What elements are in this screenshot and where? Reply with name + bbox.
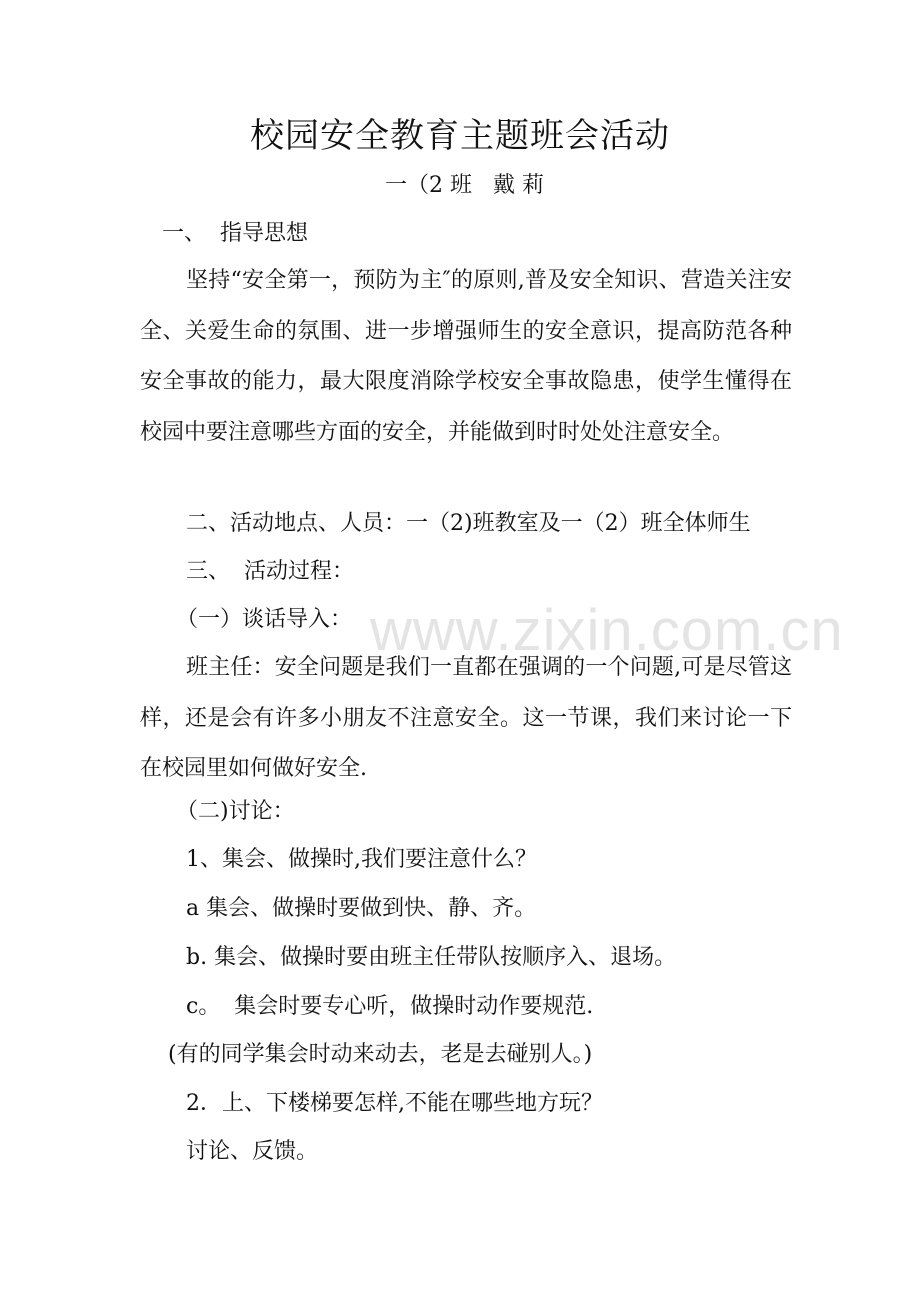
subsection-heading-discussion: （二)讨论： — [176, 799, 295, 824]
discussion-note: (有的同学集会时动来动去，老是去碰别人。) — [168, 1042, 593, 1067]
discussion-answer-b: b. 集会、做操时要由班主任带队按顺序入、退场。 — [186, 945, 677, 970]
document-title: 校园安全教育主题班会活动 — [250, 116, 670, 156]
introduction-paragraph: 班主任：安全问题是我们一直都在强调的一个问题,可是尽管这样，还是会有许多小朋友不注意安全。这一节课，我们来讨论一下在校园里如何做好安全. — [140, 655, 792, 781]
discussion-question-1: 1、集会、做操时,我们要注意什么？ — [186, 847, 537, 872]
discussion-answer-a: a 集会、做操时要做到快、静、齐。 — [186, 896, 537, 921]
discussion-question-2: 2．上、下楼梯要怎样,不能在哪些地方玩？ — [186, 1091, 603, 1116]
class-author-line: 一（2 班 戴 莉 — [385, 173, 544, 198]
section-location-participants: 二、活动地点、人员：一（2)班教室及一（2）班全体师生 — [186, 511, 751, 536]
discussion-answer-c: c。 集会时要专心听，做操时动作要规范. — [186, 994, 594, 1019]
section-heading-activity-process: 三、 活动过程： — [186, 559, 354, 584]
subsection-heading-introduction: （一）谈话导入： — [176, 607, 353, 632]
site-watermark: www.zixin.com.cn — [370, 598, 844, 663]
guiding-ideology-paragraph: 坚持“安全第一，预防为主″的原则,普及安全知识、营造关注安全、关爱生命的氛围、进一步增强师生的安全意识，提高防范各种安全事故的能力，最大限度消除学校安全事故隐患，使学生懂得在校园中要注意哪些方面的安全，并能做到时时处处注意安全。 — [140, 268, 792, 445]
discussion-feedback: 讨论、反馈。 — [186, 1139, 319, 1164]
section-heading-guiding-ideology: 一、 指导思想 — [162, 221, 308, 246]
